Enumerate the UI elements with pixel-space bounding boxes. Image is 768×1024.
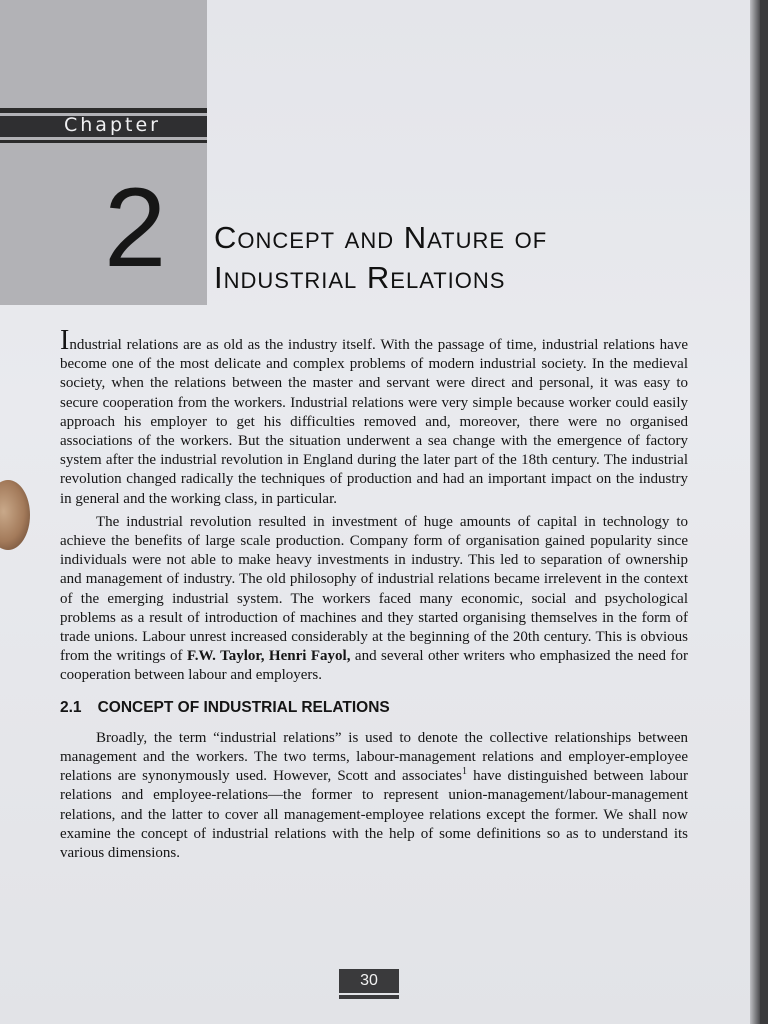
page-edge-shadow: [750, 0, 760, 1024]
drop-cap: I: [60, 325, 70, 356]
body-text: [60, 325, 688, 863]
section-title: CONCEPT OF INDUSTRIAL RELATIONS: [97, 698, 390, 716]
chapter-title-line-1: Concept and Nature of: [214, 220, 548, 255]
section-heading: [60, 698, 688, 717]
paragraph-2-authors: F.W. Taylor, Henri Fayol,: [187, 648, 351, 665]
chapter-label: Chapter: [64, 114, 161, 136]
chapter-title-line-2: Industrial Relations: [214, 260, 506, 295]
section-number: 2.1: [60, 698, 82, 716]
chapter-rule-top: [0, 108, 207, 113]
footnote-marker: 1: [462, 766, 467, 778]
paragraph-1: [60, 325, 688, 509]
chapter-number: 2: [104, 165, 167, 290]
chapter-title: [214, 218, 734, 298]
paragraph-1-text: ndustrial relations are as old as the industry itself. With the passage of time, industrial relations have become one of the most delicate and complex problems of modern industrial society. In the medieval society, when the relations between the master and servant were direct and personal, it was easy to secure cooperation from the workers. Industrial relations were very simple because worker could easily approach his employer to get his difficulties removed and, moreover, there were no organised associations of the workers. But the situation underwent a sea change with the emergence of factory system after the industrial revolution in England during the later part of the 18th century. The industrial revolution changed radically the techniques of production and had an important impact on the industry in general and the working class, in particular.: [60, 337, 688, 507]
paragraph-3-text-b: have distinguished between labour relations and employee-relations—the former to represent union-management/labour-management relations, and the latter to cover all management-employee relations except the former. We shall now examine the concept of industrial relations with the help of some definitions so as to understand its various dimensions.: [60, 768, 688, 862]
page-number-rule: [339, 995, 399, 999]
paragraph-2: [60, 513, 688, 686]
paragraph-3: [60, 729, 688, 863]
chapter-rule-bottom: [0, 140, 207, 143]
paragraph-2-text-b: and several other writers who emphasized the need for cooperation between labour and employers.: [60, 648, 688, 684]
paragraph-3-text-a: Broadly, the term “industrial relations” is used to denote the collective relationships between management and the workers. The two terms, labour-management relations and employer-employee relations are synonymously used. However, Scott and associates: [60, 729, 688, 785]
paragraph-2-text-a: The industrial revolution resulted in investment of huge amounts of capital in technology to achieve the benefits of large scale production. Company form of organisation gained popularity since individuals were not able to make heavy investments in industry. This led to separation of ownership and management of industry. The old philosophy of industrial relations became irrelevent in the context of the emerging industrial system. The workers faced many economic, social and psychological problems as a result of introduction of machines and they started organising themselves in the form of trade unions. Labour unrest increased considerably at the beginning of the 20th century. This is obvious from the writings of: [60, 513, 688, 665]
page-number: 30: [339, 969, 399, 993]
